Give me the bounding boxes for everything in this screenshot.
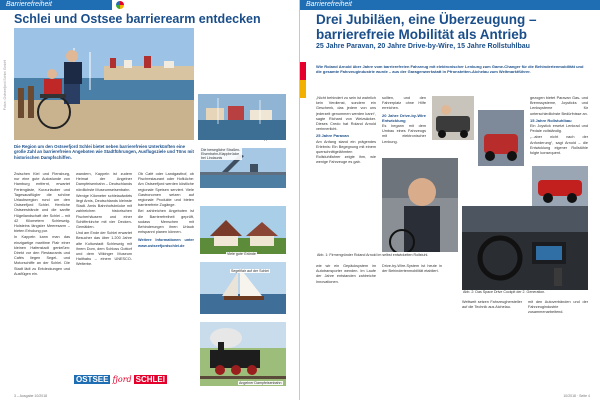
right-col-2-p2: Es begann mit dem Umbau eines Fahrzeugs mit elektronischer Lenkung. xyxy=(382,124,426,144)
right-col-1-p2: Am Anfang stand ein prägendes Erlebnis: Ein Begegnung mit einem querschnittgelähmten Rollstuhlfahrer zeigte ihm, wie wenige Fahrzeuge es gab. xyxy=(316,139,376,165)
left-col-1 xyxy=(14,172,70,394)
right-lead: Wie Roland Arnold über Jahre vom barrierefreien Fahrzeug mit elektronischer Lenkung zum Game-Changer für die Behindertenmobilität und die gesamte Fahrzeugindustrie wurde – aus der Garagenwerkstatt in Pfronstetten-Aichelau zum Weltmarktführer. xyxy=(316,64,584,74)
right-col-3-heading: 15 Jahre Rollstuhlbau xyxy=(530,117,572,123)
caption-bridge: Die bewegliche Straßen-Eisenbahn-Klappbrücke bei Lindaunis xyxy=(201,148,241,160)
right-page xyxy=(300,0,600,400)
houses-illustration xyxy=(200,206,286,254)
right-bottom-col-3-p: Weltweit setzen Fahrzeughersteller auf die Technik aus Aichelau. xyxy=(462,300,522,310)
caption-cockpit: Abb. 2: Das Space Drive Cockpit der 2. Generation. xyxy=(462,290,588,294)
left-col-2-p2: Wenige Kilometer schleiaufwärts liegt Arnis, Deutschlands kleinste Stadt. Arnis Bahnhofsbrücke mit zahlreichen historischen Fischerhäusern und einer Schifferkirche mit vier Decken-Gemälden. xyxy=(76,193,132,230)
roland-arnold-portrait-illustration xyxy=(382,158,458,252)
left-col-1-p2: In Kappeln kann man das einzigartige maritime Flair einer kleinen Hafenstadt genießen: Direkt vor den Restaurants und Cafés liegen Segel- und Motorschiffe an der Schlei. Die Stadt lädt zu Entdeckungen und Ausflügen ein. xyxy=(14,235,70,276)
car-photo-small-3 xyxy=(532,166,588,206)
car-photo-small-2 xyxy=(478,110,524,166)
right-headline: Drei Jubiläen, eine Überzeugung – barrierefreie Mobilität als Antrieb xyxy=(316,12,537,42)
right-col-2 xyxy=(382,96,426,156)
left-col-3-p1: Ob Café oder Landgasthof, ob Fischrestaurant oder Hofküche: Am Ostseefjord werden köstliche regionale Speisen serviert. Viele Gastronomen setzen auf regionale Produkte und bieten barrierefreie Zugänge. xyxy=(138,172,194,208)
right-col-1 xyxy=(316,96,376,248)
right-col-3-p1: gezogen bietet Paravan Gas- und Bremssysteme, Joysticks und Lenksysteme für unterschiedlichste Bedürfnisse an. xyxy=(530,96,588,116)
red-car-illustration xyxy=(532,166,588,206)
cockpit-illustration xyxy=(462,206,588,290)
left-headline: Schlei und Ostsee barrierearm entdecken xyxy=(14,12,261,26)
right-col-3-p2: Ein Joystick ersetzt Lenkrad und Pedale vollständig. xyxy=(530,124,588,134)
caption-vikings: Viele gute Gründe xyxy=(227,252,256,256)
caption-portrait: Abb. 1: Firmengründer Roland Arnold im selbst entwickelten Rollstuhl. xyxy=(316,253,456,257)
color-strip-yellow xyxy=(300,80,306,98)
logo-word-fjord: fjord xyxy=(112,375,132,384)
harbour-photo xyxy=(198,94,286,140)
car-interior-illustration xyxy=(478,110,524,166)
right-bottom-col-2-p: Drive-by-Wire-System ist heute in der Behindertenmobilität etabliert. xyxy=(382,264,442,274)
right-bottom-col-1 xyxy=(316,264,376,394)
right-col-2-p1: sollten, und den Fahrerplatz ohne Hilfe erreichen. xyxy=(382,96,426,111)
logo-word-ostsee: OSTSEE xyxy=(76,375,109,384)
left-col-2-p3: Und am Ende der Schlei erwartet Besucher das über 1.200 Jahre alte Kulturstadt Schleswig mit ihrem Dom, dem Schloss Gottorf und dem Wikinger Museum Haithabu – einem UNESCO-Welterbe. xyxy=(76,231,132,267)
steam-train-illustration xyxy=(200,322,286,386)
right-section-ribbon: Barrierefreiheit xyxy=(300,0,600,10)
hero-photo xyxy=(14,28,194,140)
right-col-2-heading: 20 Jahre Drive-by-Wire Entwicklung xyxy=(382,112,426,123)
left-footer: 3 – Ausgabe 10/2018 xyxy=(14,394,48,398)
ostseefjord-schlei-logo xyxy=(74,375,167,384)
right-bottom-col-1-p: wie wir ein Gepäcksystem im Autotransporter wenden. Im Laufe der Jahre entstanden zahlreiche Innovationen. xyxy=(316,264,376,284)
car-photo-small-1 xyxy=(432,96,474,140)
right-col-1-heading: 25 Jahre Paravan xyxy=(316,133,349,139)
right-bottom-col-2 xyxy=(382,264,442,394)
left-col-2-p1: wandern, Kappeln ist zudem Heimat der Angelner Dampfeisenbahn – Deutschlands nördlichste Museumseisenbahn. xyxy=(76,172,132,192)
right-bottom-col-4 xyxy=(528,300,588,394)
left-col-1-p1: Zwischen Kiel und Flensburg, nur eine gute Autostunde von Hamburg entfernt, erwartet Feriengäste, Kurzurlauber und Tagesausflügler die schöne Urlaubsregion rund um den Ostseefjord Schlei. Herrliche Ostseestrände und die sanfte Hügellandschaft der Schlei – mit 42 Kilometern Schleswig-Holsteins längster Meeresarm – bieten Erholung pur. xyxy=(14,172,70,234)
right-col-1-p1: „Nicht behindert zu sein ist wahrlich kein Verdienst, sondern ein Geschenk, das jedem von uns jederzeit genommen werden kann“, sagte Richard von Weizsäcker. Dieses Credo hat Roland Arnold verinnerlicht. xyxy=(316,96,376,132)
cockpit-photo xyxy=(462,206,588,290)
right-subhead: 25 Jahre Paravan, 20 Jahre Drive-by-Wire, 15 Jahre Rollstuhlbau xyxy=(316,43,530,50)
caption-train: Angelner Dampfeisenbahn xyxy=(239,381,282,385)
color-strip-red xyxy=(300,62,306,80)
right-bottom-col-3 xyxy=(462,300,522,394)
portrait-photo xyxy=(382,158,458,252)
photo-credit: Fotos: Ostseefjord Schlei GmbH xyxy=(3,60,7,111)
caption-ship: Segelflair auf der Schlei xyxy=(231,269,269,273)
right-bottom-col-4-p: mit den Autoverbänden und der Fahrzeugindustrie zusammenarbeitend. xyxy=(528,300,588,315)
further-info-link[interactable]: Weitere Informationen unter www.ostseefjordschlei.de xyxy=(138,238,194,248)
person-with-car-illustration xyxy=(432,96,474,140)
right-col-4-p1: „...aber nicht nach der Anforderung“, sagt Arnold – die Entwicklung eigener Rollstühle folgte konsequent. xyxy=(530,135,588,156)
logo-word-schlei: SCHLEI xyxy=(135,375,165,384)
left-section-ribbon: Barrierefreiheit xyxy=(0,0,112,10)
houses-photo xyxy=(200,206,286,254)
left-lead: Die Region um den Ostseefjord Schlei bietet neben barrierefreien Unterkünften eine große Zahl an barrierefreien Angeboten wie Stadtführungen, Ausflugsziele und Töns mit historischen Dampfschiffen. xyxy=(14,144,194,160)
left-col-2 xyxy=(76,172,132,394)
harbour-wheelchair-illustration xyxy=(14,28,194,140)
harbour-illustration xyxy=(198,94,286,140)
left-ribbon-logo-icon xyxy=(116,1,124,9)
left-col-3-p2: Bei zahlreichen Angeboten ist die Barrierefreiheit geprüft, sodass Menschen mit Behinderungen ihren Urlaub entspannt planen können. xyxy=(138,209,194,235)
steam-train-photo xyxy=(200,322,286,386)
right-footer: 10/2018 · Seite 4 xyxy=(563,394,590,398)
left-col-3 xyxy=(138,172,194,352)
